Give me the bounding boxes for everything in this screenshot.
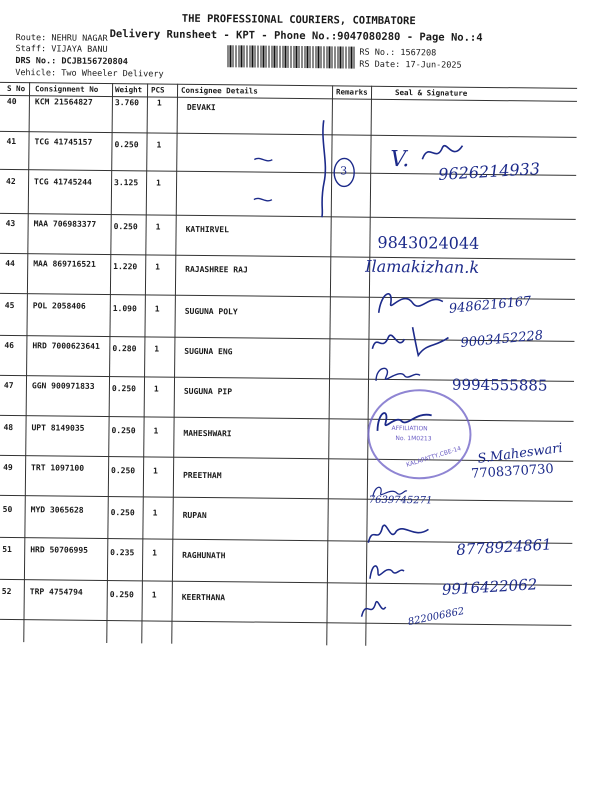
row-pcs: 1 [152, 548, 158, 558]
row-consignment: HRD 50706995 [30, 545, 89, 555]
row-sno: 41 [6, 136, 17, 147]
row-weight: 3.125 [114, 178, 139, 188]
company-title: THE PROFESSIONAL COURIERS, COIMBATORE [181, 12, 416, 28]
row-weight: 0.250 [113, 222, 138, 232]
row-consignment: UPT 8149035 [31, 423, 85, 433]
row-sno: 40 [6, 96, 17, 107]
row-pcs: 1 [154, 304, 160, 314]
row-consignment: MAA 869716521 [33, 259, 96, 269]
row-weight: 1.090 [112, 304, 137, 314]
row-consignee: PREETHAM [182, 470, 222, 481]
row-weight: 0.250 [110, 508, 135, 518]
row-divider [0, 495, 573, 502]
row-consignment: KCM 21564827 [34, 97, 93, 107]
row-pcs: 1 [151, 590, 157, 600]
row-consignee: RUPAN [182, 510, 207, 521]
name-44: Ilamakizhan.k [365, 256, 480, 277]
signature-mark [364, 519, 434, 550]
signature-mark [371, 401, 441, 438]
barcode-image [227, 45, 355, 68]
staff-label: Staff: VIJAYA BANU [15, 44, 108, 55]
col-header-pcs: PCS [151, 85, 165, 95]
stamp-text: No. 1M0213 [395, 435, 432, 443]
signature-mark [366, 559, 406, 585]
row-consignee: RAJASHREE RAJ [185, 264, 248, 275]
row-consignee: KEERTHANA [181, 592, 226, 603]
row-sno: 48 [3, 422, 14, 433]
phone-43: 9843024044 [377, 232, 480, 253]
signature-mark [373, 283, 453, 320]
row-weight: 3.760 [114, 98, 140, 108]
row-sno: 49 [3, 462, 13, 473]
row-sno: 42 [6, 176, 16, 187]
signature-mark [372, 361, 422, 388]
row-weight: 0.250 [114, 140, 139, 150]
route-label: Route: NEHRU NAGAR [15, 33, 108, 44]
row-sno: 47 [3, 380, 14, 391]
phone-49: 7639745271 [368, 494, 433, 507]
vehicle-label: Vehicle: Two Wheeler Delivery [15, 68, 164, 80]
phone-47: 9994555885 [451, 375, 548, 395]
row-consignment: TCG 41745157 [34, 137, 93, 147]
phone-52: 9916422062 [441, 575, 538, 599]
row-consignment: TRT 1097100 [31, 463, 85, 473]
row-weight: 0.250 [111, 426, 136, 436]
col-header-consignee: Consignee Details [181, 85, 258, 96]
row-divider [0, 415, 574, 422]
col-header-seal: Seal & Signature [394, 88, 468, 98]
row-consignment: POL 2058406 [32, 301, 86, 311]
row-consignee: MAHESHWARI [183, 428, 232, 439]
phone-41: 9626214933 [437, 158, 541, 184]
row-sno: 51 [2, 544, 12, 555]
row-divider [0, 619, 571, 626]
phone-52b: 822006862 [407, 605, 466, 629]
row-weight: 0.250 [111, 384, 137, 394]
col-header-sno: S No [7, 83, 26, 94]
col-header-weight: Weight [115, 85, 143, 95]
row-sno: 43 [5, 218, 16, 229]
row-consignment: GGN 900971833 [31, 381, 95, 391]
row-pcs: 1 [156, 140, 162, 150]
row-consignment: TCG 41745244 [34, 177, 92, 187]
row-consignee: DEVAKI [186, 102, 216, 113]
signature-mark [358, 597, 388, 621]
row-consignment: HRD 7000623641 [32, 341, 100, 351]
row-weight: 0.250 [109, 590, 134, 600]
row-consignment: MYD 3065628 [30, 505, 84, 515]
row-pcs: 1 [152, 508, 158, 518]
stamp-text: KALAPATTY,CBE-14 [405, 445, 463, 469]
phone-51: 8778924861 [455, 535, 553, 559]
col-divider [106, 83, 113, 643]
row-consignee: SUGUNA PIP [183, 386, 233, 397]
signature-mark [368, 323, 458, 360]
col-header-remarks: Remarks [335, 87, 368, 97]
col-divider [141, 83, 148, 643]
stamp-text: AFFILIATION [391, 424, 428, 433]
drs-label: DRS No.: DCJB156720804 [15, 56, 128, 68]
phone-48: 7708370730 [470, 461, 555, 482]
row-weight: 0.280 [112, 344, 137, 354]
row-pcs: 1 [156, 178, 161, 188]
row-consignee: RAGHUNATH [182, 550, 226, 561]
row-weight: 1.220 [113, 262, 138, 272]
col-divider [23, 82, 30, 642]
row-sno: 45 [4, 300, 15, 311]
phone-45: 9486216167 [448, 294, 533, 317]
row-consignee: KATHIRVEL [185, 224, 229, 235]
col-header-consignment: Consignment No [35, 84, 99, 94]
row-consignee: SUGUNA ENG [184, 346, 233, 357]
row-sno: 50 [2, 504, 13, 515]
row-sno: 52 [1, 586, 12, 597]
remarks-scribble [228, 111, 379, 223]
row-consignment: MAA 706983377 [33, 219, 97, 229]
row-pcs: 1 [153, 426, 159, 436]
row-weight: 0.235 [110, 548, 135, 558]
row-pcs: 1 [153, 466, 158, 476]
row-consignment: TRP 4754794 [29, 587, 83, 597]
remark-circled-number: 3 [340, 164, 348, 178]
row-weight: 0.250 [111, 466, 136, 476]
row-consignee: SUGUNA POLY [184, 306, 238, 317]
rs-date: RS Date: 17-Jun-2025 [359, 59, 462, 71]
name-48: S.Maheswari [476, 440, 564, 467]
row-sno: 46 [4, 340, 15, 351]
row-sno: 44 [5, 258, 15, 269]
col-divider [171, 84, 178, 644]
row-pcs: 1 [155, 262, 161, 272]
phone-46: 9003452228 [459, 328, 544, 351]
row-pcs: 1 [156, 98, 162, 108]
rs-number: RS No.: 1567208 [359, 47, 437, 59]
row-pcs: 1 [155, 222, 161, 232]
signature-v: V. [390, 146, 410, 173]
runsheet-subtitle: Delivery Runsheet - KPT - Phone No.:9047080280 - Page No.:4 [109, 28, 483, 44]
row-pcs: 1 [153, 384, 159, 394]
row-pcs: 1 [154, 344, 160, 354]
